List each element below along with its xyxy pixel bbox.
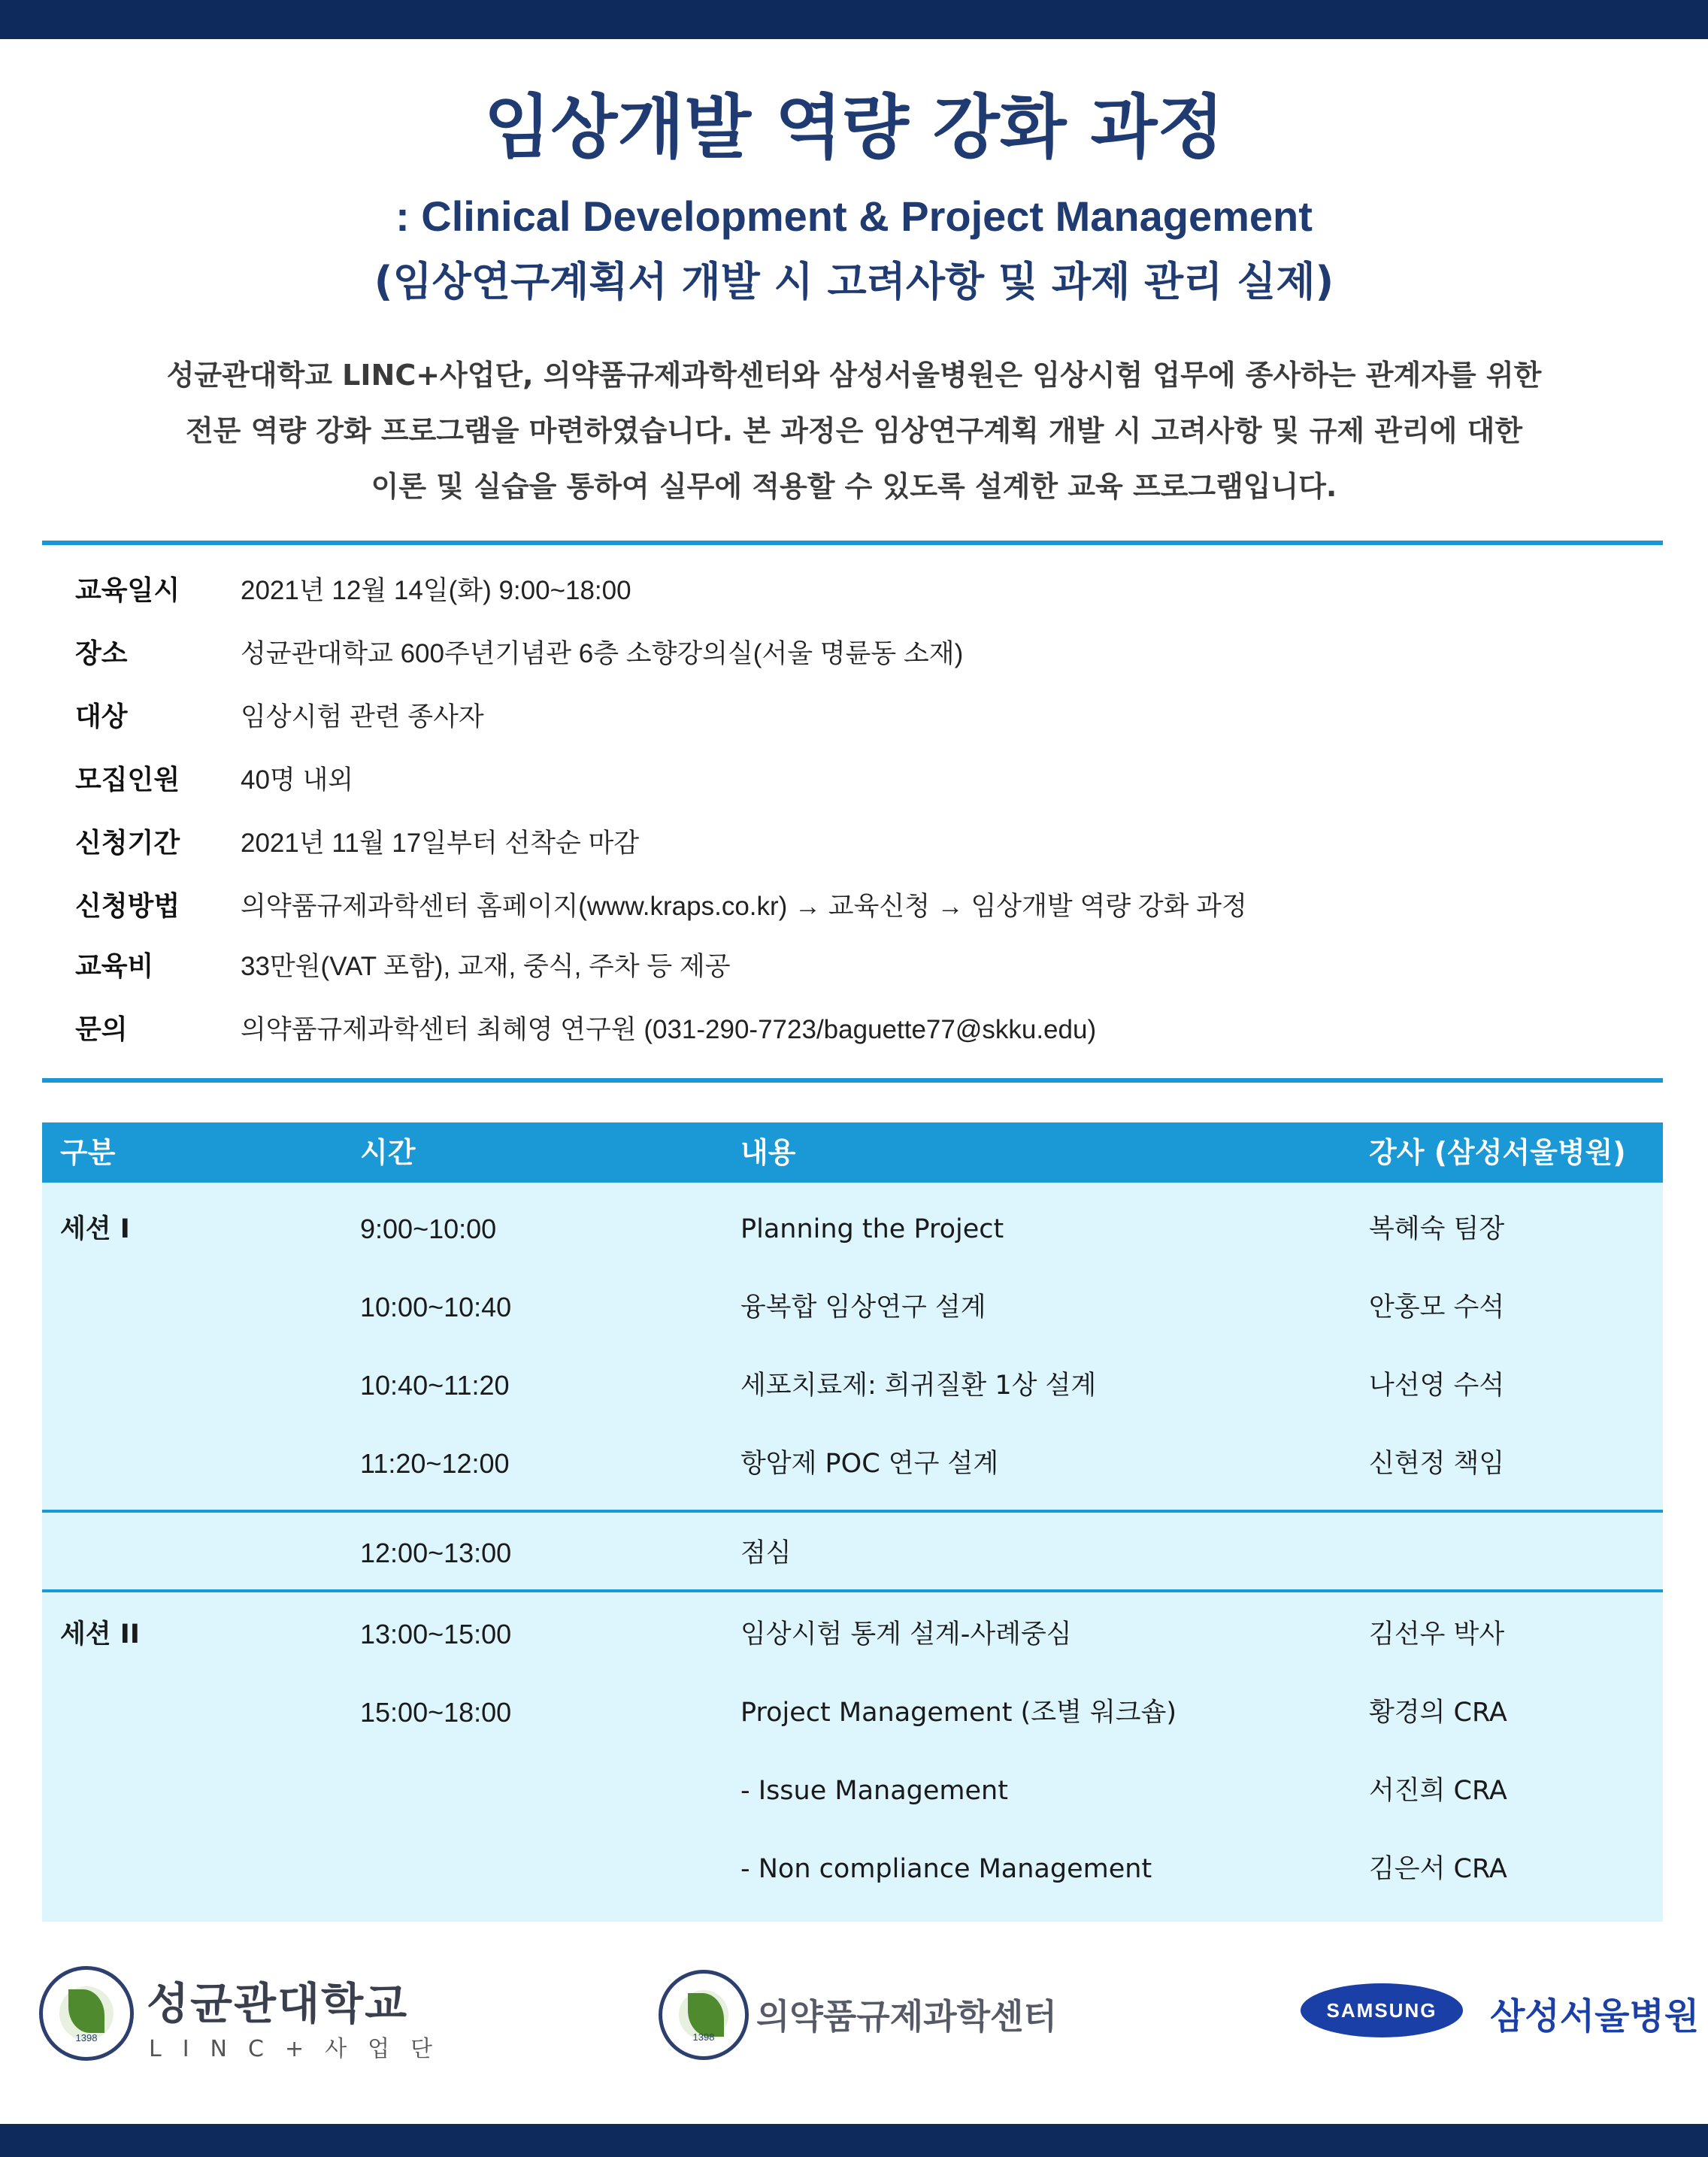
samsung-hospital-wordmark: 삼성서울병원 [1490, 1995, 1700, 2037]
intro-line: 전문 역량 강화 프로그램을 마련하였습니다. 본 과정은 임상연구계획 개발 시 고려사항 및 규제 관리에 대한 [185, 414, 1523, 447]
cell-time: 12:00~13:00 [360, 1537, 512, 1568]
table-row [42, 1768, 1663, 1813]
table-row [42, 1690, 1663, 1735]
divider-top [42, 541, 1663, 545]
kraps-wordmark: 의약품규제과학센터 [756, 1996, 1057, 2037]
info-value: 40명 내외 [241, 765, 354, 795]
schedule-header [42, 1122, 1663, 1183]
cell-session: 세션 I [60, 1214, 130, 1244]
table-row [42, 1846, 1663, 1892]
info-row-method [0, 884, 1708, 929]
skku-seal-logo: 1398 [659, 1970, 749, 2060]
skku-wordmark: 성균관대학교 [147, 1978, 409, 2029]
cell-lecturer: 나선영 수석 [1369, 1371, 1505, 1401]
cell-lecturer: 황경의 CRA [1369, 1698, 1507, 1728]
table-row [42, 1285, 1663, 1330]
cell-content: 세포치료제: 희귀질환 1상 설계 [740, 1371, 1097, 1401]
info-row-period [0, 821, 1708, 866]
linc-wordmark: LINC+사업단 [149, 2036, 454, 2062]
schedule-divider [42, 1589, 1663, 1592]
info-value: 33만원(VAT 포함), 교재, 중식, 주차 등 제공 [241, 952, 731, 981]
intro-line: 성균관대학교 LINC+사업단, 의약품규제과학센터와 삼성서울병원은 임상시험 업무에 종사하는 관계자를 위한 [166, 359, 1542, 392]
info-label: 교육비 [75, 951, 154, 982]
table-row [42, 1363, 1663, 1408]
divider-bottom [42, 1078, 1663, 1083]
info-label: 장소 [75, 638, 128, 669]
cell-content: - Non compliance Management [740, 1854, 1152, 1884]
table-row [42, 1441, 1663, 1486]
subtitle-english: : Clinical Development & Project Management [395, 192, 1313, 240]
cell-lecturer: 김은서 CRA [1369, 1854, 1507, 1884]
info-value: 임상시험 관련 종사자 [241, 702, 484, 732]
cell-content: Planning the Project [740, 1214, 1004, 1244]
cell-time: 11:20~12:00 [360, 1448, 510, 1479]
info-label: 교육일시 [75, 575, 180, 606]
schedule-divider [42, 1510, 1663, 1513]
info-label: 신청방법 [75, 891, 180, 922]
info-label: 문의 [75, 1014, 128, 1045]
info-row-contact [0, 1007, 1708, 1053]
info-value: 의약품규제과학센터 최혜영 연구원 (031-290-7723/baguette77@skku.edu) [241, 1015, 1097, 1044]
cell-lecturer: 김선우 박사 [1369, 1619, 1505, 1650]
cell-lecturer: 서진희 CRA [1369, 1776, 1507, 1806]
cell-lecturer: 신현정 책임 [1369, 1449, 1505, 1479]
bottom-bar [0, 2124, 1708, 2157]
cell-time: 13:00~15:00 [360, 1619, 512, 1650]
header-lecturer: 강사 (삼성서울병원) [1369, 1136, 1626, 1169]
cell-time: 10:40~11:20 [360, 1370, 510, 1401]
info-value: 의약품규제과학센터 홈페이지(www.kraps.co.kr) → 교육신청 → 임상개발 역량 강화 과정 [241, 892, 1247, 921]
info-value: 2021년 11월 17일부터 선착순 마감 [241, 829, 640, 858]
cell-content: Project Management (조별 워크숍) [740, 1698, 1177, 1728]
cell-content: - Issue Management [740, 1776, 1008, 1806]
cell-content: 항암제 POC 연구 설계 [740, 1449, 999, 1479]
skku-seal-logo: 1398 [39, 1966, 134, 2061]
intro-paragraph [45, 347, 1663, 514]
info-row-place [0, 632, 1708, 677]
info-row-fee [0, 944, 1708, 989]
cell-content: 점심 [740, 1538, 792, 1568]
samsung-logo: SAMSUNG [1301, 1983, 1463, 2037]
info-label: 모집인원 [75, 765, 180, 795]
table-row [42, 1207, 1663, 1252]
intro-line: 이론 및 실습을 통하여 실무에 적용할 수 있도록 설계한 교육 프로그램입니다. [371, 470, 1337, 503]
page-title: 임상개발 역량 강화 과정 [483, 87, 1225, 168]
info-label: 대상 [75, 701, 128, 732]
info-value: 성균관대학교 600주년기념관 6층 소향강의실(서울 명륜동 소재) [241, 639, 964, 668]
header-time: 시간 [360, 1136, 416, 1169]
info-row-date [0, 568, 1708, 613]
cell-content: 융복합 임상연구 설계 [740, 1292, 986, 1322]
table-row-lunch [42, 1531, 1663, 1576]
cell-session: 세션 II [60, 1619, 140, 1650]
cell-lecturer: 복혜숙 팀장 [1369, 1214, 1505, 1244]
cell-time: 15:00~18:00 [360, 1697, 512, 1728]
cell-time: 10:00~10:40 [360, 1292, 512, 1322]
header-session: 구분 [60, 1136, 116, 1169]
info-row-target [0, 695, 1708, 740]
cell-content: 임상시험 통계 설계-사례중심 [740, 1619, 1072, 1650]
cell-time: 9:00~10:00 [360, 1213, 497, 1244]
info-label: 신청기간 [75, 828, 180, 859]
cell-lecturer: 안홍모 수석 [1369, 1292, 1505, 1322]
top-bar [0, 0, 1708, 39]
info-row-capacity [0, 758, 1708, 803]
table-row [42, 1612, 1663, 1657]
subtitle-korean: (임상연구계획서 개발 시 고려사항 및 과제 관리 실제) [374, 258, 1334, 305]
info-value: 2021년 12월 14일(화) 9:00~18:00 [241, 576, 631, 605]
header-content: 내용 [740, 1136, 796, 1169]
